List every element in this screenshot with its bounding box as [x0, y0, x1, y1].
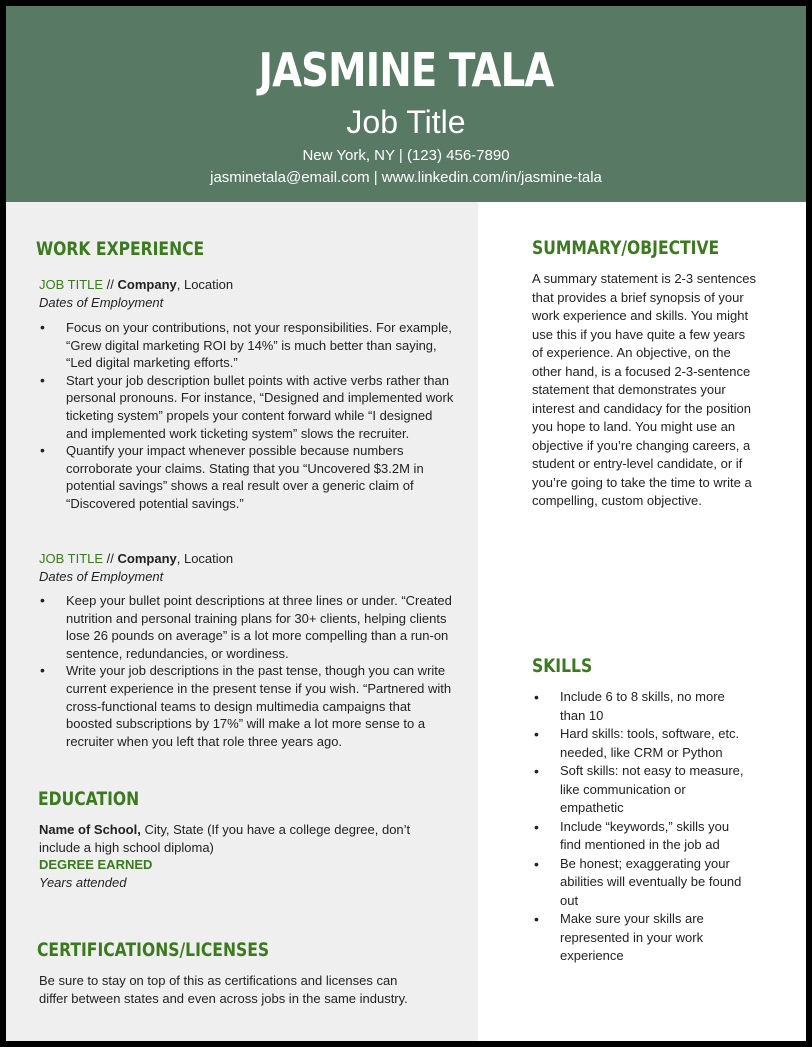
job-2-dates: Dates of Employment: [39, 569, 164, 584]
list-item: • Write your job descriptions in the past tense, though you can write current experience in the present tense if you wish. “Partnered with cross-functional teams to design multimedia campaigns that boosted subscriptions by 17%” will make a lot more sense to a recruiter when you left that role three years ago.: [38, 662, 456, 750]
contact-email-linkedin: jasminetala@email.com | www.linkedin.com/in/jasmine-tala: [210, 169, 602, 186]
list-item: • Soft skills: not easy to measure, like communication or empathetic: [532, 762, 752, 818]
job-1-dates: Dates of Employment: [39, 295, 164, 310]
school-details: City, State (If you have a college degree, don’t include a high school diploma): [39, 822, 411, 855]
job-2-separator: //: [103, 551, 118, 566]
job-2-bullets: [38, 592, 456, 750]
job-title: Job Title: [346, 104, 466, 140]
job-2-title: JOB TITLE: [39, 551, 104, 566]
list-item: • Hard skills: tools, software, etc. needed, like CRM or Python: [532, 725, 752, 762]
list-item: • Focus on your contributions, not your responsibilities. For example, “Grew digital marketing ROI by 14%” is much better than saying, “Led digital marketing efforts.”: [38, 319, 456, 372]
list-item: • Include 6 to 8 skills, no more than 10: [532, 688, 752, 725]
job-1-title: JOB TITLE: [39, 277, 104, 292]
certifications-text: Be sure to stay on top of this as certifications and licenses can differ between states and even across jobs in the same industry.: [39, 973, 408, 1006]
skills-list: [532, 688, 752, 966]
years-attended: Years attended: [39, 875, 127, 890]
certifications-heading: CERTIFICATIONS/LICENSES: [37, 939, 270, 961]
skills-heading: SKILLS: [532, 655, 593, 677]
summary-text: A summary statement is 2-3 sentences that provides a brief synopsis of your work experience and skills. You might use this if you have quite a few years of experience. An objective, on the other hand, is a focused 2-3-sentence statement that demonstrates your interest and candidacy for the position you hope to land. You might use an objective if you’re changing careers, a student or entry-level candidate, or if you’re going to take the time to write a compelling, custom objective.: [532, 271, 756, 508]
education-school: [39, 821, 419, 857]
list-item: • Include “keywords,” skills you find mentioned in the job ad: [532, 818, 752, 855]
summary-heading: SUMMARY/OBJECTIVE: [532, 237, 720, 259]
job-1-separator: //: [103, 277, 118, 292]
job-1-location: , Location: [176, 277, 234, 292]
list-item: • Start your job description bullet points with active verbs rather than personal pronouns. For instance, “Designed and implemented work ticketing system” propels your content forward while “I designed and implemented work ticketing system” slows the recruiter.: [38, 372, 456, 442]
job-2-company: Company: [117, 551, 177, 566]
school-name: Name of School,: [39, 822, 141, 837]
contact-location-phone: New York, NY | (123) 456-7890: [302, 147, 510, 164]
job-2-location: , Location: [176, 551, 234, 566]
left-column: [6, 202, 478, 1041]
job-1-company: Company: [117, 277, 177, 292]
resume-header: [6, 6, 806, 202]
list-item: • Quantify your impact whenever possible because numbers corroborate your claims. Stating that you “Uncovered $3.2M in potential savings” shows a real result over a generic claim of “Discovered potential savings.”: [38, 442, 456, 512]
job-1-bullets: [38, 319, 456, 513]
list-item: • Be honest; exaggerating your abilities will eventually be found out: [532, 855, 752, 911]
list-item: • Make sure your skills are represented in your work experience: [532, 910, 752, 966]
right-column: [478, 202, 806, 1041]
degree-earned: DEGREE EARNED: [39, 857, 153, 872]
job-2-header: [39, 550, 233, 568]
list-item: • Keep your bullet point descriptions at three lines or under. “Created nutrition and personal training plans for 30+ clients, helping clients lose 26 pounds on average” is a lot more compelling than a run-on sentence, redundancies, or wordiness.: [38, 592, 456, 662]
candidate-name: JASMINE TALA: [258, 43, 554, 97]
work-experience-heading: WORK EXPERIENCE: [36, 238, 205, 260]
resume-page: [6, 6, 806, 1041]
job-1-header: [39, 276, 233, 294]
education-heading: EDUCATION: [38, 788, 140, 810]
